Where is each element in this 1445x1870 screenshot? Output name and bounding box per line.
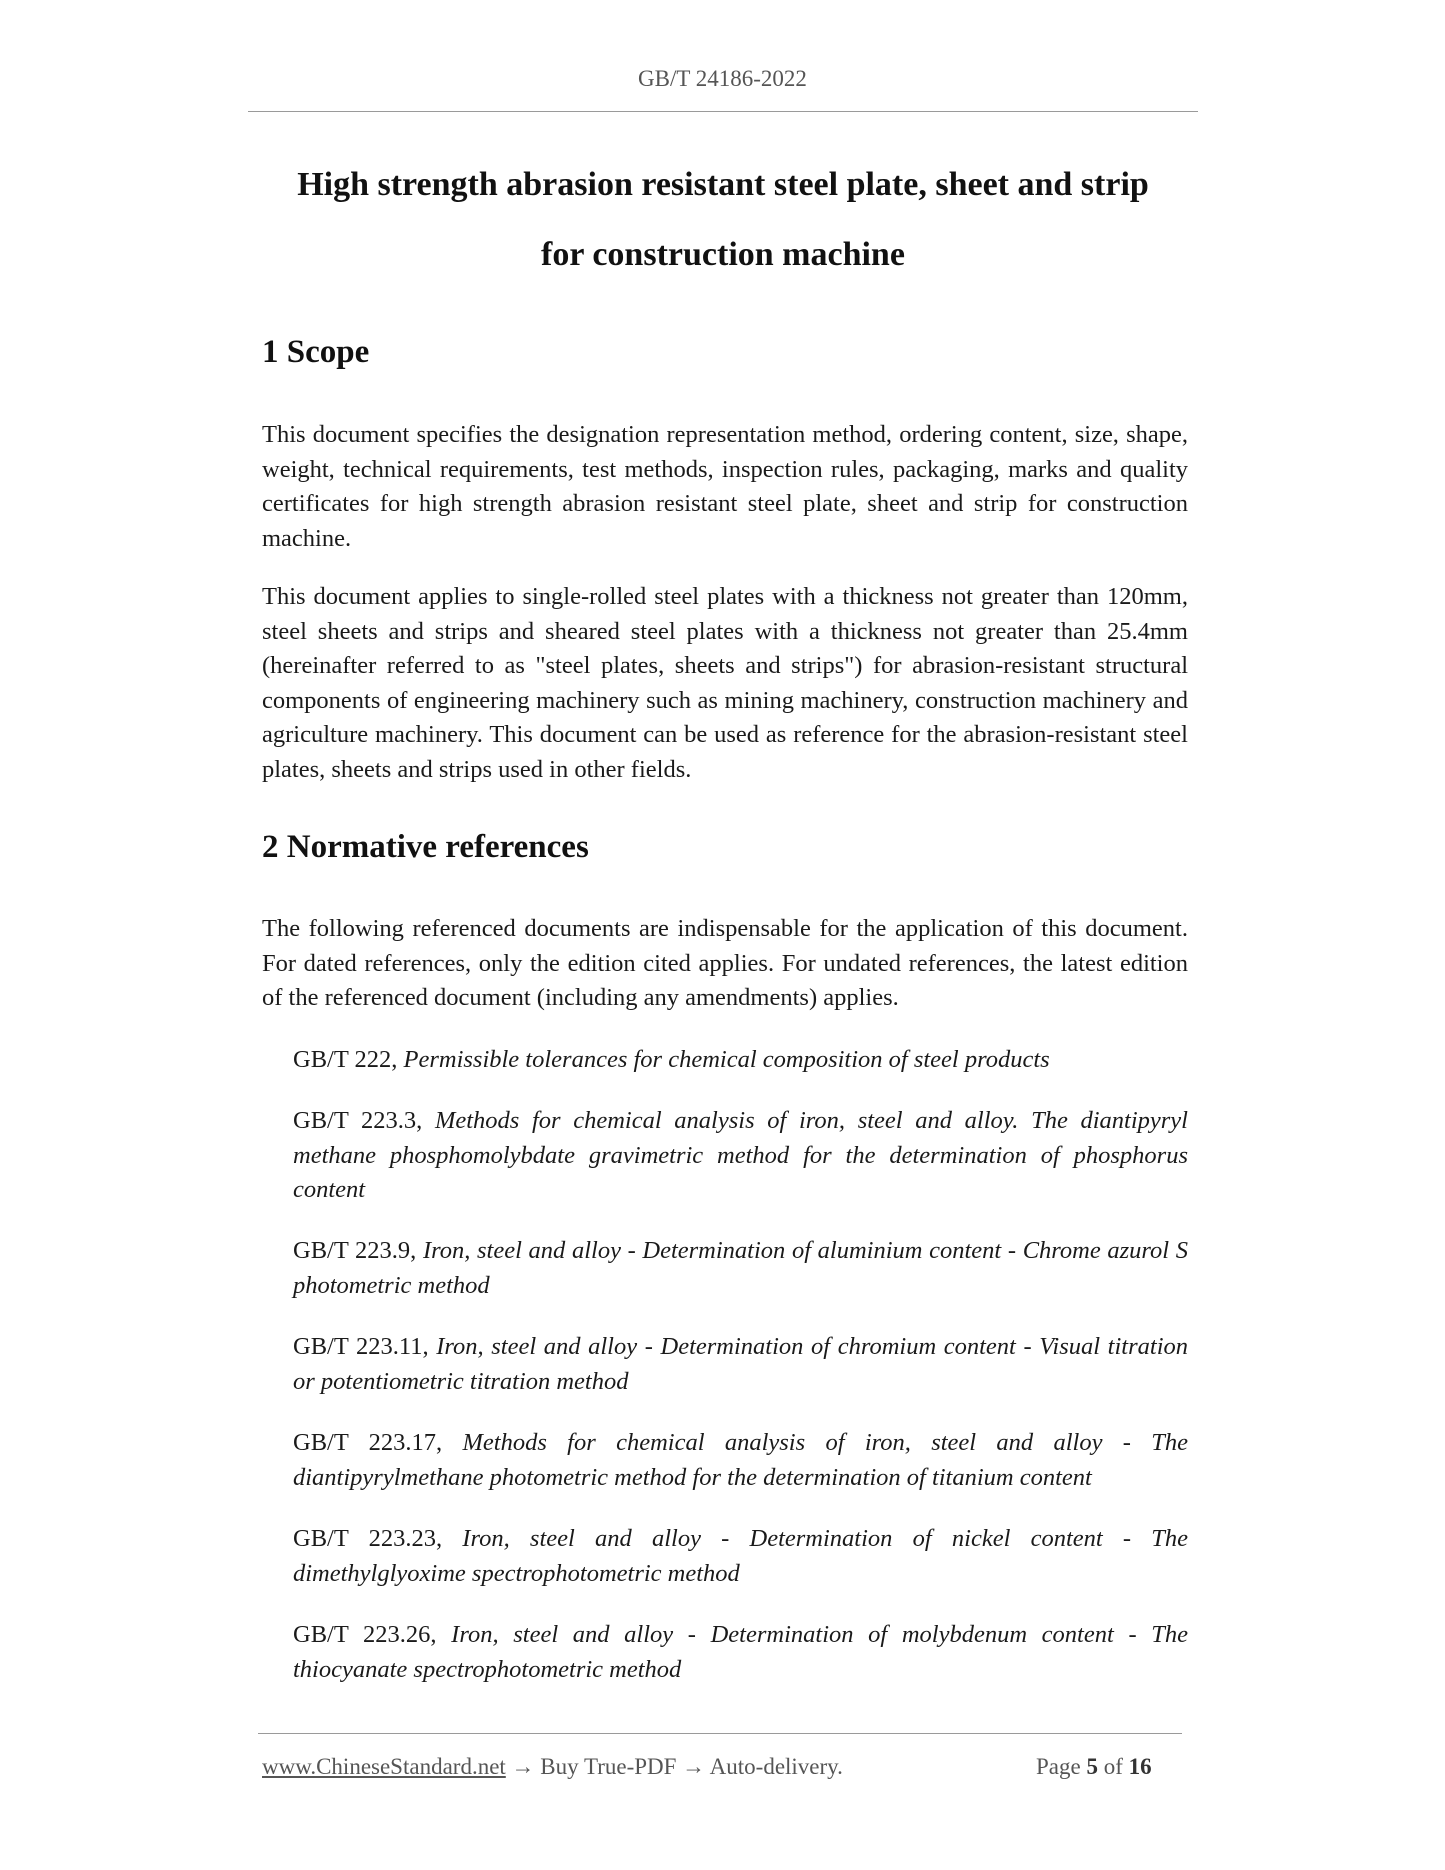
- reference-item: [293, 1522, 1188, 1591]
- reference-title: Iron, steel and alloy - Determination of aluminium content - Chrome azurol S photometric method: [293, 1237, 1189, 1299]
- reference-code: GB/T 223.3,: [293, 1107, 423, 1134]
- page-current: 5: [1086, 1754, 1098, 1779]
- header-standard-code: GB/T 24186-2022: [638, 66, 807, 91]
- reference-item: [293, 1618, 1188, 1687]
- footer-promo: [262, 1754, 843, 1780]
- reference-code: GB/T 222,: [293, 1046, 398, 1073]
- page-of: of: [1103, 1754, 1123, 1779]
- footer-divider: [258, 1733, 1182, 1734]
- document-title: [248, 150, 1198, 290]
- page-number: [1036, 1754, 1152, 1780]
- reference-code: GB/T 223.11,: [293, 1333, 429, 1360]
- reference-code: GB/T 223.26,: [293, 1621, 437, 1648]
- scope-paragraph-1: This document specifies the designation representation method, ordering content, size, shape, weight, technical requirements, test methods, inspection rules, packaging, marks and quality certificates for high strength abrasion resistant steel plate, sheet and strip for construction machine.: [262, 421, 1188, 552]
- reference-title: Methods for chemical analysis of iron, steel and alloy - The diantipyrylmethane photometric method for the determination of titanium content: [293, 1429, 1188, 1491]
- reference-code: GB/T 223.9,: [293, 1237, 417, 1264]
- site-link[interactable]: www.ChineseStandard.net: [262, 1754, 506, 1779]
- reference-item: [293, 1330, 1188, 1399]
- reference-code: GB/T 223.23,: [293, 1525, 443, 1552]
- reference-title: Iron, steel and alloy - Determination of chromium content - Visual titration or potentiometric titration method: [293, 1333, 1188, 1395]
- title-line-2: for construction machine: [541, 236, 905, 273]
- reference-title: Iron, steel and alloy - Determination of molybdenum content - The thiocyanate spectrophotometric method: [293, 1621, 1188, 1683]
- page-total: 16: [1128, 1754, 1152, 1779]
- normative-intro-paragraph: The following referenced documents are indispensable for the application of this document. For dated references, only the edition cited applies. For undated references, the latest edition of the referenced document (including any amendments) applies.: [262, 915, 1188, 1012]
- reference-item: [293, 1043, 1188, 1078]
- reference-title: Permissible tolerances for chemical composition of steel products: [403, 1046, 1050, 1073]
- section-heading-normative-references: 2 Normative references: [262, 829, 589, 865]
- reference-item: [293, 1426, 1188, 1495]
- scope-paragraph-2: This document applies to single-rolled steel plates with a thickness not greater than 120mm, steel sheets and strips and sheared steel plates with a thickness not greater than 25.4mm (hereinafter referred to as "steel plates, sheets and strips") for abrasion-resistant structural components of engineering machinery such as mining machinery, construction machinery and agriculture machinery. This document can be used as reference for the abrasion-resistant steel plates, sheets and strips used in other fields.: [262, 583, 1188, 783]
- reference-item: [293, 1104, 1188, 1208]
- page-label: Page: [1036, 1754, 1081, 1779]
- section-heading-scope: 1 Scope: [262, 334, 370, 370]
- header-divider: [248, 111, 1198, 112]
- reference-code: GB/T 223.17,: [293, 1429, 443, 1456]
- reference-item: [293, 1234, 1188, 1303]
- reference-title: Methods for chemical analysis of iron, steel and alloy. The diantipyryl methane phosphomolybdate gravimetric method for the determination of phosphorus content: [293, 1107, 1188, 1204]
- title-line-1: High strength abrasion resistant steel plate, sheet and strip: [297, 166, 1149, 203]
- reference-title: Iron, steel and alloy - Determination of nickel content - The dimethylglyoxime spectrophotometric method: [293, 1525, 1189, 1587]
- footer-promo-text: → Buy True-PDF → Auto-delivery.: [505, 1754, 843, 1779]
